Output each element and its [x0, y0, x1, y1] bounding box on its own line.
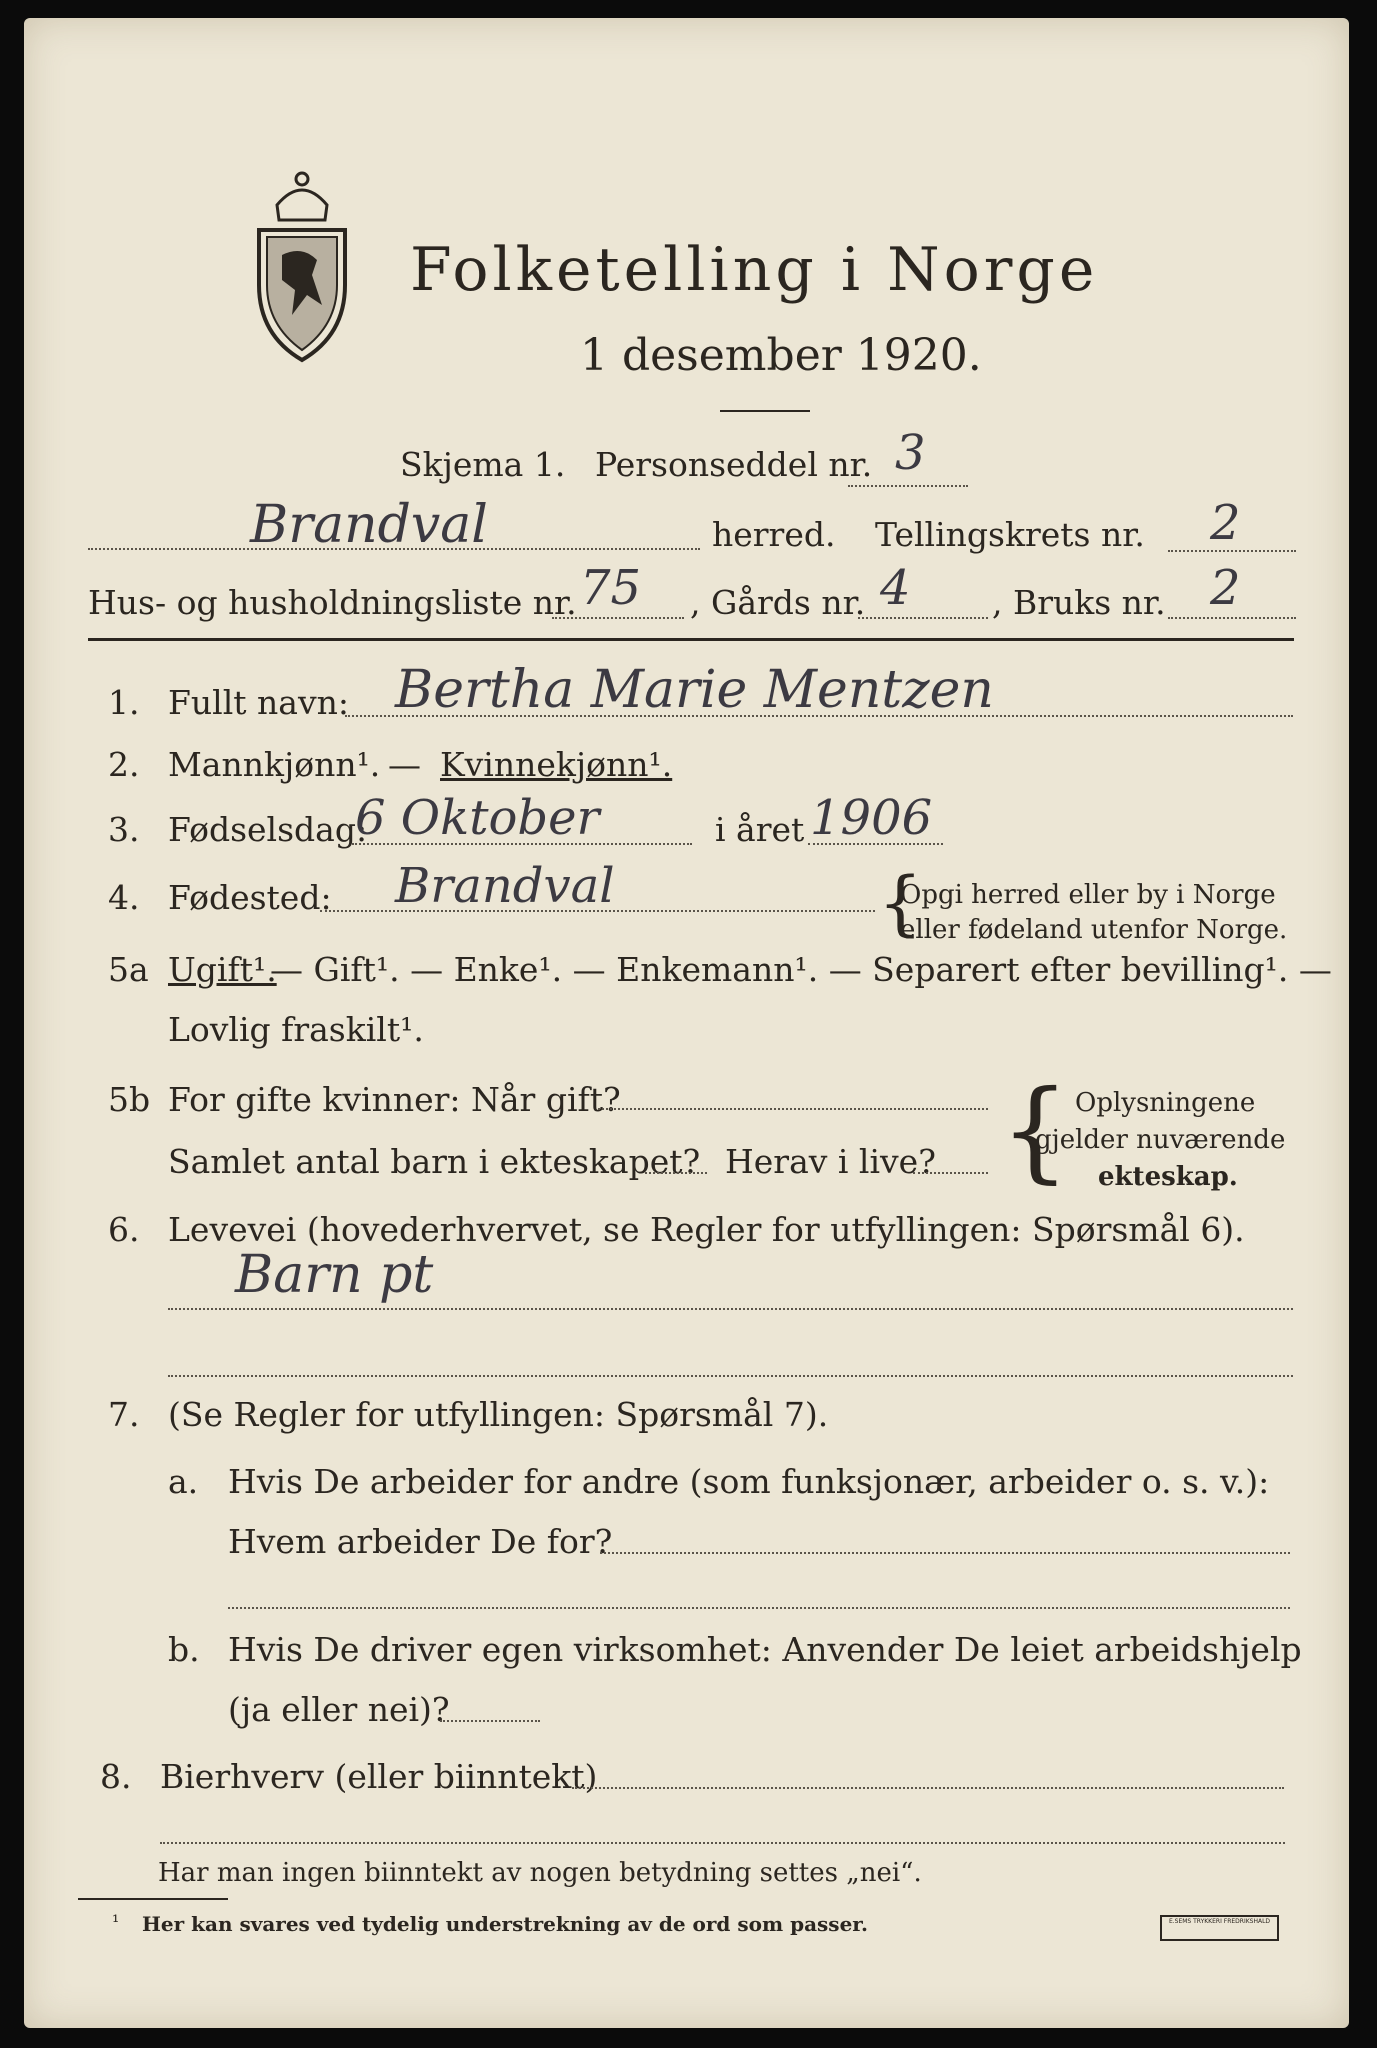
q6-value: Barn pt — [235, 1245, 434, 1305]
q5b-note-3: ekteskap. — [1098, 1162, 1238, 1192]
q5b-line-3 — [913, 1172, 988, 1174]
q7a-label: Hvis De arbeider for andre (som funksjonær, arbeider o. s. v.): — [228, 1462, 1270, 1501]
q7b-line — [440, 1720, 540, 1722]
tellingskrets-line — [1168, 550, 1296, 552]
q3-value: 6 Oktober — [355, 790, 600, 846]
q1-label: Fullt navn: — [168, 683, 349, 722]
q3-year-label: i året — [715, 810, 805, 849]
q2-number: 2. — [108, 745, 140, 784]
q7a-line-1 — [600, 1552, 1290, 1554]
q5b-number: 5b — [108, 1080, 151, 1119]
q5b-label-3: Herav i live? — [725, 1142, 936, 1181]
q6-line-2 — [168, 1375, 1293, 1377]
q5b-label-1: For gifte kvinner: Når gift? — [168, 1080, 621, 1119]
q5b-note-1: Oplysningene — [1075, 1088, 1256, 1118]
q7-number: 7. — [108, 1395, 140, 1434]
herred-label: herred. — [712, 515, 836, 554]
page-title: Folketelling i Norge — [410, 235, 1099, 305]
q7-label: (Se Regler for utfyllingen: Spørsmål 7). — [168, 1395, 829, 1434]
gards-line — [858, 617, 988, 619]
husliste-line — [552, 617, 684, 619]
q3-label: Fødselsdag: — [168, 810, 368, 849]
q5b-line-1 — [598, 1108, 988, 1110]
q4-brace: { — [878, 862, 923, 944]
q7b-label-2: (ja eller nei)? — [228, 1690, 450, 1729]
q7b-label: Hvis De driver egen virksomhet: Anvender De leiet arbeidshjelp — [228, 1630, 1302, 1669]
q7a-line-2 — [228, 1607, 1290, 1609]
gards-value: 4 — [880, 560, 911, 616]
q2-separator: — — [388, 745, 421, 784]
q1-number: 1. — [108, 683, 140, 722]
q8-line-1 — [572, 1787, 1284, 1789]
q4-note-2: eller fødeland utenfor Norge. — [900, 915, 1288, 945]
tellingskrets-label: Tellingskrets nr. — [875, 515, 1145, 554]
q7b-letter: b. — [168, 1630, 200, 1669]
q5a-line-2: Lovlig fraskilt¹. — [168, 1010, 424, 1049]
q6-line-1 — [168, 1308, 1293, 1310]
q8-label: Bierhverv (eller biinntekt) — [160, 1757, 598, 1796]
q1-value: Bertha Marie Mentzen — [395, 660, 994, 720]
q2-female: Kvinnekjønn¹. — [440, 745, 673, 784]
bruks-label: , Bruks nr. — [992, 583, 1166, 622]
q1-line — [345, 715, 1293, 717]
q7a-label-2: Hvem arbeider De for? — [228, 1522, 613, 1561]
q3-year-value: 1906 — [810, 790, 933, 846]
gards-label: , Gårds nr. — [690, 583, 866, 622]
q4-value: Brandval — [395, 858, 615, 914]
q3-line — [352, 843, 692, 845]
q6-label: Levevei (hovederhvervet, se Regler for utfyllingen: Spørsmål 6). — [168, 1210, 1245, 1249]
q5b-note-2: gjelder nuværende — [1035, 1125, 1286, 1155]
q4-label: Fødested: — [168, 878, 332, 917]
footnote-rule — [78, 1898, 228, 1900]
q4-line — [320, 910, 875, 912]
q5b-label-2: Samlet antal barn i ekteskapet? — [168, 1142, 701, 1181]
q8-number: 8. — [100, 1757, 132, 1796]
q5a-options: — Gift¹. — Enke¹. — Enkemann¹. — Separert efter bevilling¹. — — [270, 950, 1332, 989]
bruks-value: 2 — [1210, 560, 1241, 616]
q3-year-line — [808, 843, 943, 845]
personseddel-label: Personseddel nr. — [595, 445, 873, 484]
q5b-brace: { — [1000, 1066, 1070, 1194]
header-rule — [88, 638, 1294, 641]
footnote-text: Her kan svares ved tydelig understrekning av de ord som passer. — [142, 1912, 868, 1936]
q3-number: 3. — [108, 810, 140, 849]
census-date: 1 desember 1920. — [580, 330, 982, 381]
q2-male: Mannkjønn¹. — [168, 745, 381, 784]
q5a-number: 5a — [108, 950, 149, 989]
coat-of-arms-icon — [247, 165, 357, 365]
title-divider — [720, 410, 810, 412]
husliste-value: 75 — [580, 560, 642, 616]
skjema-label: Skjema 1. — [400, 445, 566, 484]
personseddel-value: 3 — [895, 425, 926, 481]
q8-line-2 — [160, 1842, 1285, 1844]
bruks-line — [1168, 617, 1296, 619]
q4-number: 4. — [108, 878, 140, 917]
q5a-ugift: Ugift¹. — [168, 950, 277, 989]
husliste-label: Hus- og husholdningsliste nr. — [88, 583, 577, 622]
printer-stamp: E.SEMS TRYKKERI FREDRIKSHALD — [1160, 1915, 1279, 1941]
q5b-line-2 — [645, 1172, 707, 1174]
personseddel-line — [848, 485, 968, 487]
q6-number: 6. — [108, 1210, 140, 1249]
q7a-letter: a. — [168, 1462, 199, 1501]
footnote-mark: ¹ — [112, 1912, 120, 1933]
tellingskrets-value: 2 — [1210, 495, 1241, 551]
footer-note: Har man ingen biinntekt av nogen betydning settes „nei“. — [158, 1858, 922, 1888]
herred-value: Brandval — [250, 495, 488, 555]
q4-note-1: Opgi herred eller by i Norge — [900, 880, 1276, 910]
herred-line — [88, 548, 700, 550]
